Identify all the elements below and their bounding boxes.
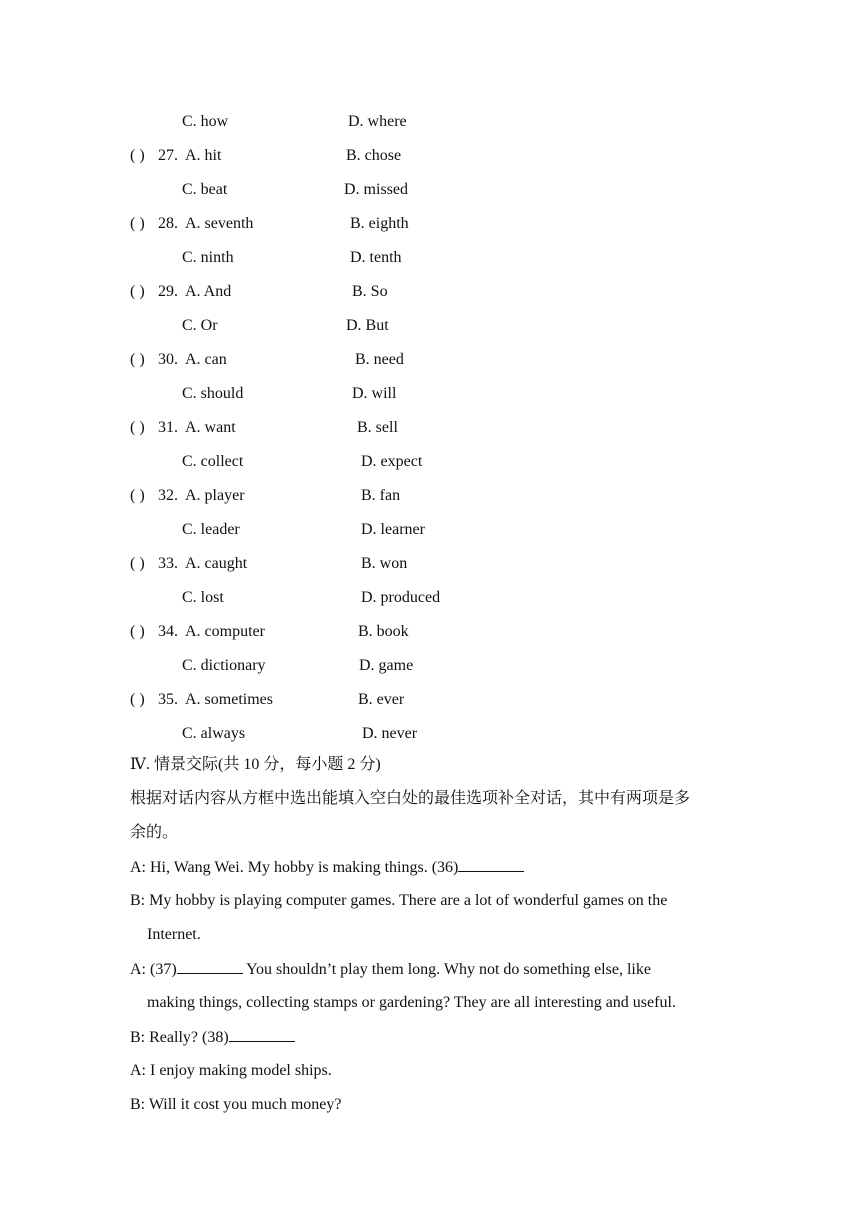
question-number: 28. xyxy=(158,215,178,232)
section-heading: Ⅳ. 情景交际(共 10 分，每小题 2 分) xyxy=(130,756,381,773)
answer-bracket: ( ) xyxy=(130,691,145,708)
option-c: C. leader xyxy=(182,521,240,538)
option-c: C. Or xyxy=(182,317,218,334)
option-a: A. can xyxy=(185,351,227,368)
option-b: B. fan xyxy=(361,487,401,504)
option-c: C. collect xyxy=(182,453,244,470)
dialogue-text: A: Hi, Wang Wei. My hobby is making things. (36) xyxy=(130,859,459,876)
question-number: 34. xyxy=(158,623,178,640)
option-a: A. caught xyxy=(185,555,248,572)
option-d: D. will xyxy=(352,385,397,402)
answer-blank-38[interactable] xyxy=(229,1027,295,1042)
answer-bracket: ( ) xyxy=(130,419,145,436)
option-b: B. won xyxy=(361,555,408,572)
answer-bracket: ( ) xyxy=(130,623,145,640)
dialogue-text: A: (37) xyxy=(130,961,177,978)
option-c: C. ninth xyxy=(182,249,234,266)
option-d: D. But xyxy=(346,317,389,334)
question-number: 27. xyxy=(158,147,178,164)
dialogue-line: A: I enjoy making model ships. xyxy=(130,1062,332,1079)
answer-bracket: ( ) xyxy=(130,283,145,300)
dialogue-text: You shouldn’t play them long. Why not do something else, like xyxy=(242,961,651,978)
option-b: B. sell xyxy=(357,419,398,436)
dialogue-line: B: Will it cost you much money? xyxy=(130,1096,342,1113)
option-a: A. And xyxy=(185,283,232,300)
answer-bracket: ( ) xyxy=(130,215,145,232)
option-a: A. sometimes xyxy=(185,691,273,708)
dialogue-line: B: My hobby is playing computer games. There are a lot of wonderful games on the xyxy=(130,892,668,909)
option-d: D. produced xyxy=(361,589,441,606)
option-c: C. dictionary xyxy=(182,657,266,674)
dialogue-line: Internet. xyxy=(147,926,201,943)
dialogue-line xyxy=(130,857,524,878)
option-c: C. always xyxy=(182,725,246,742)
answer-bracket: ( ) xyxy=(130,487,145,504)
option-d: D. game xyxy=(359,657,414,674)
question-number: 31. xyxy=(158,419,178,436)
dialogue-text: B: Really? (38) xyxy=(130,1029,229,1046)
option-a: A. want xyxy=(185,419,236,436)
answer-bracket: ( ) xyxy=(130,147,145,164)
dialogue-line: making things, collecting stamps or gardening? They are all interesting and useful. xyxy=(147,994,676,1011)
answer-blank-36[interactable] xyxy=(458,857,524,872)
option-d: D. missed xyxy=(344,181,408,198)
option-d: D. never xyxy=(362,725,418,742)
option-c: C. beat xyxy=(182,181,228,198)
option-c: C. how xyxy=(182,113,229,130)
option-a: A. hit xyxy=(185,147,222,164)
question-number: 29. xyxy=(158,283,178,300)
option-b: B. eighth xyxy=(350,215,409,232)
option-a: A. computer xyxy=(185,623,265,640)
option-a: A. seventh xyxy=(185,215,254,232)
section-instruction: 根据对话内容从方框中选出能填入空白处的最佳选项补全对话，其中有两项是多 xyxy=(130,790,691,807)
option-c: C. lost xyxy=(182,589,224,606)
option-c: C. should xyxy=(182,385,244,402)
question-number: 30. xyxy=(158,351,178,368)
option-d: D. where xyxy=(348,113,407,130)
answer-bracket: ( ) xyxy=(130,555,145,572)
answer-bracket: ( ) xyxy=(130,351,145,368)
dialogue-line xyxy=(130,959,651,980)
option-d: D. expect xyxy=(361,453,423,470)
option-d: D. learner xyxy=(361,521,425,538)
section-instruction-cont: 余的。 xyxy=(130,824,179,841)
option-b: B. ever xyxy=(358,691,405,708)
option-a: A. player xyxy=(185,487,245,504)
answer-blank-37[interactable] xyxy=(177,959,243,974)
option-b: B. need xyxy=(355,351,404,368)
question-number: 32. xyxy=(158,487,178,504)
option-b: B. chose xyxy=(346,147,402,164)
question-number: 33. xyxy=(158,555,178,572)
option-b: B. So xyxy=(352,283,388,300)
question-number: 35. xyxy=(158,691,178,708)
option-d: D. tenth xyxy=(350,249,402,266)
option-b: B. book xyxy=(358,623,409,640)
dialogue-line xyxy=(130,1027,295,1048)
